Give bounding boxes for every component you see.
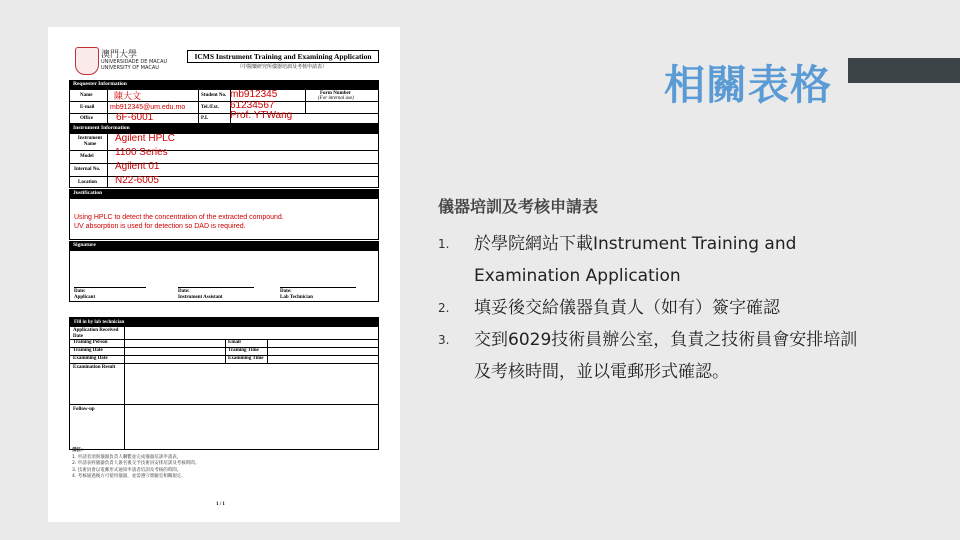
label-exam-result: Examination Result	[73, 365, 116, 370]
value-student-no: mb912345	[230, 89, 278, 100]
label-student-no: Student No.	[201, 93, 227, 98]
slide-title: 相關表格	[664, 61, 832, 109]
label-email2: Email	[228, 340, 241, 345]
value-instrument-name: Agilent HPLC	[115, 133, 176, 144]
label-office: Office	[80, 116, 94, 121]
label-app-received: Application Received Date	[73, 328, 119, 339]
label-training-time: Training Time	[228, 348, 259, 353]
label-training-date: Training Date	[73, 348, 103, 353]
form-title-sub: （中醫藥研究所儀器培訓及考核申請表）	[236, 64, 327, 70]
university-crest-icon	[75, 47, 99, 75]
label-date-technician: Date:	[280, 289, 292, 294]
label-name: Name	[80, 93, 93, 98]
label-assistant: Instrument Assistant	[178, 295, 223, 300]
label-model: Model	[80, 154, 94, 159]
label-training-person: Training Person	[73, 340, 108, 345]
steps-list	[438, 228, 908, 388]
label-location: Location	[78, 180, 97, 185]
title-accent-bar	[848, 58, 960, 83]
label-tel: Tel./Ext.	[201, 105, 219, 110]
list-item: 2. 填妥後交給儀器負責人（如有）簽字確認	[438, 292, 908, 324]
list-item: 1. 於學院網站下載Instrument Training and Examination Application	[438, 228, 908, 292]
label-email: E-mail	[80, 105, 95, 110]
label-instrument-name: Instrument Name	[77, 136, 103, 147]
list-number: 1.	[438, 237, 450, 251]
list-number: 3.	[438, 333, 450, 347]
university-name-cn: 澳門大學	[101, 50, 138, 60]
section-requester: Requester Information	[69, 80, 379, 89]
form-preview-image	[48, 27, 400, 522]
label-date-applicant: Date:	[74, 289, 86, 294]
label-pi: P.I.	[201, 116, 209, 121]
value-pi: Prof. YTWang	[230, 110, 293, 121]
value-tel: 61234567	[230, 100, 275, 111]
list-item: 3. 交到6029技術員辦公室，負責之技術員會安排培訓 及考核時間，並以電郵形式確認。	[438, 324, 908, 388]
slide-subtitle: 儀器培訓及考核申請表	[438, 197, 599, 216]
label-form-number-sub: (For internal use)	[318, 96, 354, 101]
value-office: 6F-6001	[116, 112, 154, 123]
label-applicant: Applicant	[74, 295, 96, 300]
label-lab-technician: Lab Technician	[280, 295, 313, 300]
form-title: ICMS Instrument Training and Examining Application	[187, 50, 379, 63]
lab-technician-table	[69, 317, 379, 450]
label-exam-time: Examining Time	[228, 356, 264, 361]
section-lab-technician: Fill in by lab technician	[74, 320, 125, 325]
label-form-number: Form Number	[320, 91, 351, 96]
justification-text: Using HPLC to detect the concentration of the extracted compound. UV absorption is used for detection so DAD is required.	[74, 214, 284, 230]
label-follow-up: Follow-up	[73, 407, 95, 412]
section-signature: Signature	[69, 241, 379, 250]
value-email: mb912345@um.edu.mo	[110, 104, 186, 111]
value-model: 1100 Series	[115, 147, 168, 158]
value-internal-no: Agilent 01	[115, 161, 160, 172]
signature-box	[69, 250, 379, 302]
form-notes: 備註: 1. 申請者須與儀器負責人聯繫並完成儀器培訓申請表。 2. 申請表經儀器負責人簽名後交予技術員安排培訓及考核時間。 3. 技術員會以電郵形式通知申請者培訓及考核的時間。 4. 考核通過後方可使用儀器，並需遵守實驗室相關規定。	[72, 448, 200, 479]
label-exam-date: Examining Date	[73, 356, 108, 361]
section-justification: Justification	[69, 189, 379, 198]
value-location: N22-6005	[115, 175, 159, 186]
label-date-assistant: Date:	[178, 289, 190, 294]
label-internal-no: Internal No.	[74, 167, 101, 172]
list-number: 2.	[438, 301, 450, 315]
university-name-en: UNIVERSIDADE DE MACAU UNIVERSITY OF MACAU	[101, 59, 168, 71]
value-name: 陳大文	[114, 91, 142, 101]
section-instrument: Instrument Information	[69, 124, 379, 133]
page-number: 1 / 1	[216, 502, 225, 507]
